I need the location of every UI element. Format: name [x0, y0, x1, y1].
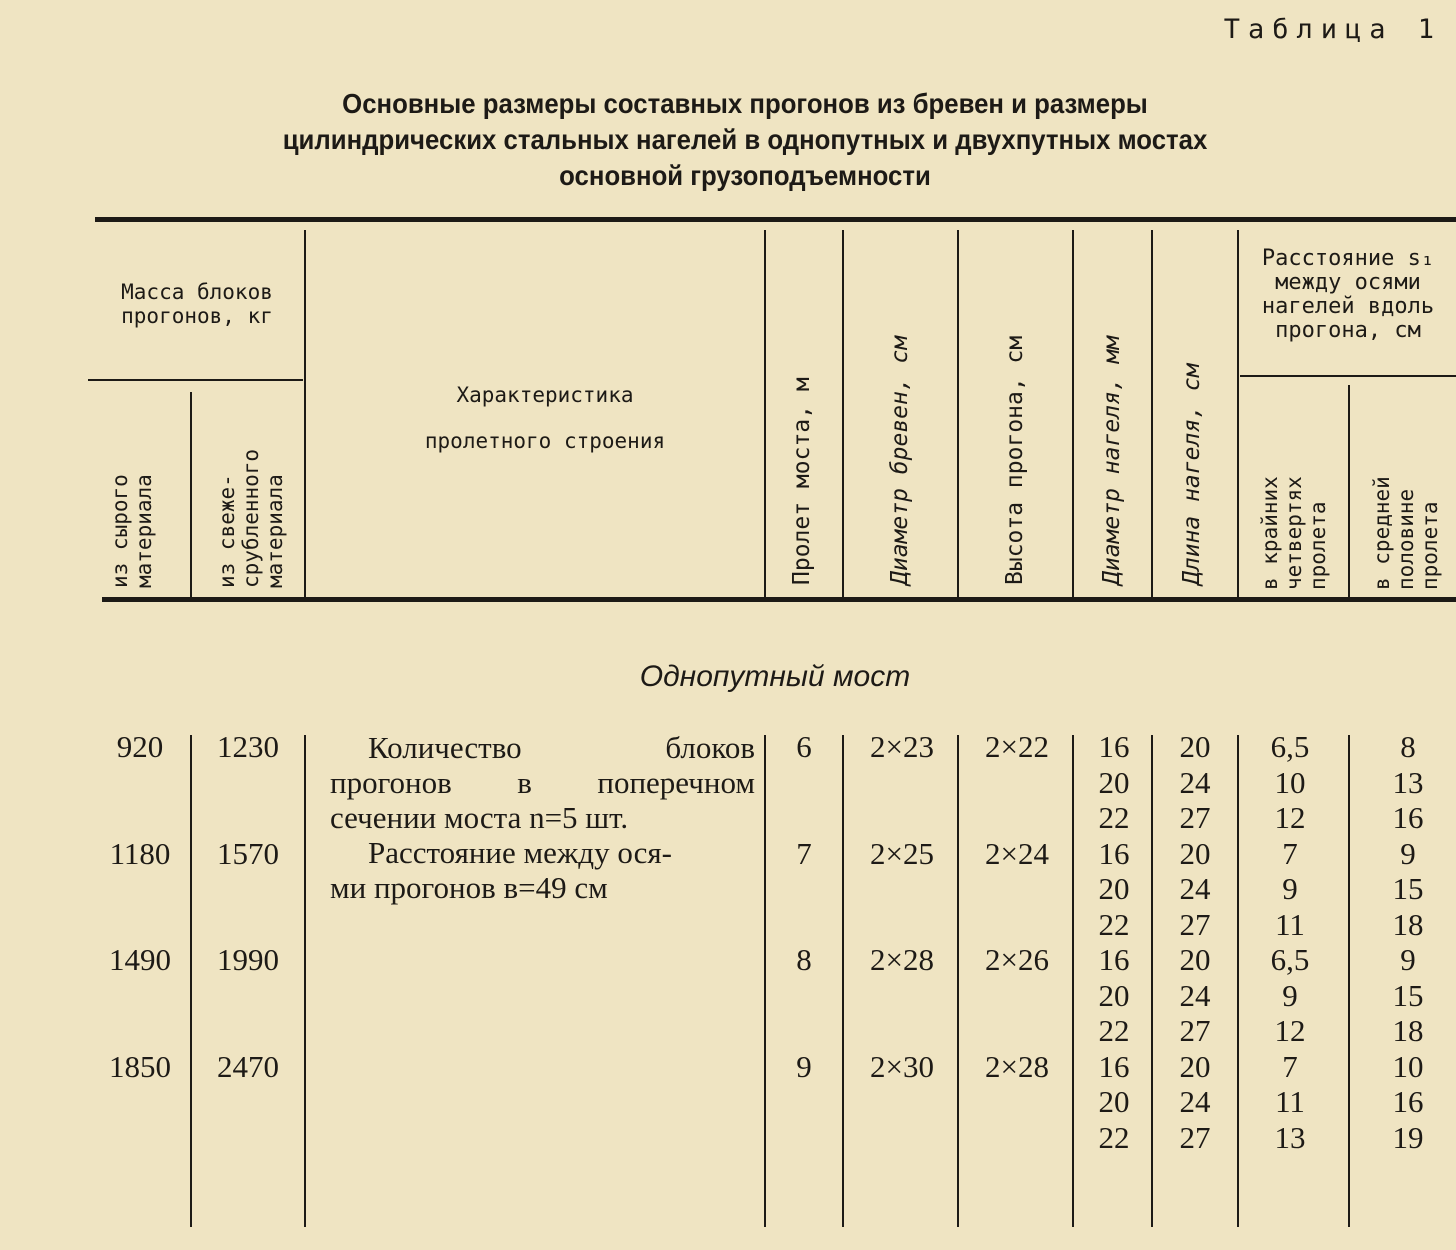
table-cell: 16: [1098, 942, 1130, 977]
title-line: основной грузоподъемности: [559, 160, 931, 191]
char-line: Количество блоков: [368, 730, 755, 765]
table-cell: 24: [1179, 1084, 1211, 1119]
column-divider: [842, 735, 844, 1227]
table-cell: 20: [1179, 1048, 1211, 1084]
table-cell: 11: [1275, 1084, 1305, 1119]
divider: [1348, 385, 1350, 597]
table-cell: 9: [1400, 942, 1416, 977]
header-top-rule: [95, 217, 1456, 222]
table-cell: 22: [1098, 800, 1130, 835]
table-cell: 20: [1098, 1084, 1130, 1119]
char-line: сечении моста n=5 шт.: [330, 800, 629, 835]
table-cell: 2×26: [985, 942, 1049, 977]
table-cell: 13: [1392, 764, 1424, 800]
title-line: Основные размеры составных прогонов из бревен и размеры: [342, 88, 1148, 119]
divider: [842, 230, 844, 597]
table-cell: 16: [1392, 1084, 1424, 1119]
table-cell: 24: [1179, 871, 1211, 906]
column-divider: [190, 735, 192, 1227]
table-cell: 6: [796, 729, 812, 764]
table-cell: 7: [796, 835, 812, 871]
table-cell: 8: [796, 942, 812, 977]
header-mass: Масса блоков прогонов, кг: [121, 280, 273, 328]
table-cell: 1490: [109, 942, 171, 977]
table-cell: 6,5: [1270, 942, 1310, 977]
table-cell: 9: [1282, 871, 1298, 906]
table-cell: 11: [1275, 906, 1305, 942]
table-cell: 9: [796, 1048, 812, 1084]
table-cell: 27: [1179, 906, 1211, 942]
table-cell: 22: [1098, 1013, 1130, 1048]
table-cell: 1230: [217, 729, 279, 764]
table-cell: 2×22: [985, 729, 1049, 764]
table-cell: 7: [1282, 1048, 1298, 1084]
table-cell: 13: [1274, 1119, 1306, 1155]
table-cell: 24: [1179, 764, 1211, 800]
table-cell: 12: [1274, 1013, 1306, 1048]
table-cell: 1180: [109, 835, 171, 871]
header-log-diameter: Диаметр бревен, см: [887, 335, 913, 585]
header-s1: Расстояние s₁ между осями нагелей вдоль прогона, см: [1261, 246, 1435, 343]
table-cell: 20: [1098, 871, 1130, 906]
header-s1-middle: в средней половине пролета: [1370, 476, 1442, 590]
header-dowel-length: Длина нагеля, см: [1179, 363, 1205, 585]
char-line: ми прогонов в=49 см: [330, 870, 608, 905]
table-cell: 2×28: [870, 942, 934, 977]
table-cell: 27: [1179, 1013, 1211, 1048]
table-cell: 22: [1098, 1119, 1130, 1155]
table-cell: 20: [1098, 977, 1130, 1013]
table-cell: 20: [1179, 729, 1211, 764]
char-line: Расстояние между ося-: [368, 835, 672, 870]
divider: [1151, 230, 1153, 597]
table-cell: 2×23: [870, 729, 934, 764]
table-cell: 27: [1179, 1119, 1211, 1155]
column-divider: [764, 735, 766, 1227]
divider: [304, 230, 306, 597]
table-cell: 10: [1392, 1048, 1424, 1084]
table-cell: 2×25: [870, 835, 934, 871]
table-cell: 20: [1179, 942, 1211, 977]
table-cell: 18: [1392, 1013, 1424, 1048]
table-cell: 920: [116, 729, 164, 764]
table-cell: 20: [1179, 835, 1211, 871]
s1-sub-rule: [1240, 375, 1456, 377]
header-mass-fresh: из свеже- срубленного материала: [215, 448, 287, 588]
table-cell: 1850: [109, 1048, 171, 1084]
header-dowel-diameter: Диаметр нагеля, мм: [1099, 335, 1125, 585]
divider: [764, 230, 766, 597]
mass-sub-rule: [88, 379, 303, 381]
table-cell: 16: [1098, 729, 1130, 764]
header-span: Пролет моста, м: [789, 377, 815, 585]
table-number: Таблица 1: [1223, 14, 1442, 45]
header-s1-edge: в крайних четвертях пролета: [1258, 476, 1330, 590]
table-cell: 16: [1098, 1048, 1130, 1084]
divider: [1072, 230, 1074, 597]
table-cell: 9: [1400, 835, 1416, 871]
table-cell: 1990: [217, 942, 279, 977]
table-cell: 24: [1179, 977, 1211, 1013]
table-cell: 2×30: [870, 1048, 934, 1084]
table-cell: 10: [1274, 764, 1306, 800]
table-title: [170, 86, 1320, 194]
table-cell: 15: [1392, 871, 1424, 906]
table-cell: 12: [1274, 800, 1306, 835]
table-cell: 18: [1392, 906, 1424, 942]
table-cell: 22: [1098, 906, 1130, 942]
table-cell: 1570: [217, 835, 279, 871]
table-cell: 8: [1400, 729, 1416, 764]
section-title: Однопутный мост: [639, 660, 911, 693]
table-cell: 7: [1282, 835, 1298, 871]
char-line: прогонов в поперечном: [330, 765, 755, 800]
table-cell: 16: [1392, 800, 1424, 835]
table-cell: 2470: [217, 1048, 279, 1084]
table-cell: 15: [1392, 977, 1424, 1013]
header-characteristic: Характеристика пролетного строения: [424, 383, 666, 453]
table-cell: 16: [1098, 835, 1130, 871]
header-mass-raw: из сырого материала: [108, 474, 156, 588]
header-height: Высота прогона, см: [1002, 335, 1028, 585]
table-cell: 9: [1282, 977, 1298, 1013]
column-divider: [304, 735, 306, 1227]
table-cell: 19: [1392, 1119, 1424, 1155]
column-divider: [957, 735, 959, 1227]
divider: [190, 392, 192, 597]
table-cell: 27: [1179, 800, 1211, 835]
table-cell: 20: [1098, 764, 1130, 800]
characteristic-text: [330, 730, 755, 905]
table-cell: 6,5: [1270, 729, 1310, 764]
header-bottom-rule: [102, 597, 1456, 602]
title-line: цилиндрических стальных нагелей в однопутных и двухпутных мостах: [282, 124, 1208, 155]
table-cell: 2×24: [985, 835, 1049, 871]
table-cell: 2×28: [985, 1048, 1049, 1084]
divider: [957, 230, 959, 597]
divider: [1237, 230, 1239, 597]
